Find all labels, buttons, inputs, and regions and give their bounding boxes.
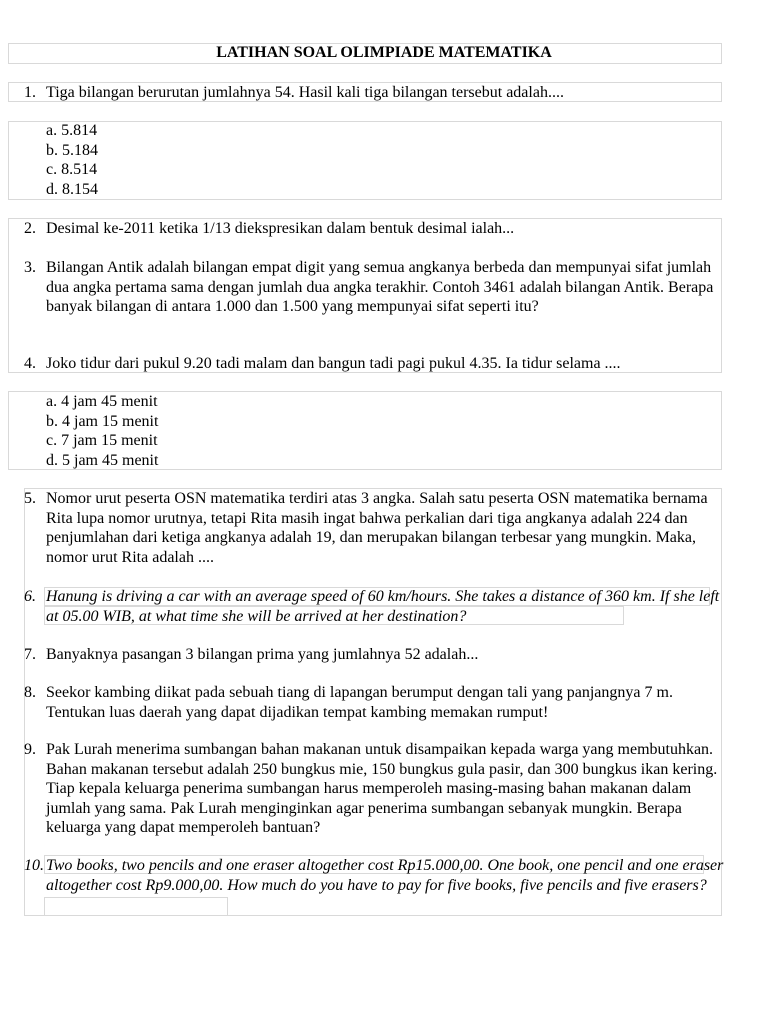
question-text: Tiga bilangan berurutan jumlahnya 54. Hasil kali tiga bilangan tersebut adalah.... [46,84,564,101]
question-5 [24,489,724,567]
question-number: 7. [24,646,36,663]
question-text: Hanung is driving a car with an average speed of 60 km/hours. She takes a distance of 360 km. If she left at 05.00 WIB, at what time she will be arrived at her destination? [46,588,720,625]
question-4 [24,354,724,374]
question-8 [24,683,724,722]
question-6 [24,587,724,626]
question-text: Nomor urut peserta OSN matematika terdiri atas 3 angka. Salah satu peserta OSN matematika bernama Rita lupa nomor urutnya, tetapi Rita masih ingat bahwa perkalian dari tiga angkanya adalah 224 dan penjumlahan dari ketiga angkanya adalah 19, dan merupakan bilangan terbesar yang mungkin. Maka, nomor urut Rita adalah .... [46,490,708,566]
question-3 [24,258,724,317]
option-c: c. 8.514 [46,161,98,179]
question-4-options [46,392,158,470]
question-number: 8. [24,684,36,701]
option-b: b. 4 jam 15 menit [46,412,159,430]
question-number: 4. [24,355,36,372]
question-10-line-3-frame [44,897,228,916]
question-number: 6. [24,588,36,605]
options-1-frame [8,121,722,200]
page-title: LATIHAN SOAL OLIMPIADE MATEMATIKA [216,44,552,61]
question-number: 5. [24,490,36,507]
option-a: a. 5.814 [46,122,98,139]
option-d: d. 8.154 [46,180,98,198]
option-c: c. 7 jam 15 menit [46,432,158,450]
question-number: 9. [24,741,36,758]
question-number: 3. [24,259,36,276]
question-number: 2. [24,220,36,237]
question-text: Bilangan Antik adalah bilangan empat digit yang semua angkanya berbeda dan mempunyai sifat jumlah dua angka pertama sama dengan jumlah dua angka terakhir. Contoh 3461 adalah bilangan Antik. Berapa banyak bilangan di antara 1.000 dan 1.500 yang mempunyai sifat seperti itu? [46,259,714,316]
question-7 [24,645,724,665]
question-text: Banyaknya pasangan 3 bilangan prima yang jumlahnya 52 adalah... [46,646,479,663]
question-text: Pak Lurah menerima sumbangan bahan makanan untuk disampaikan kepada warga yang membutuhkan. Bahan makanan tersebut adalah 250 bungkus mie, 150 bungkus gula pasir, dan 300 bungkus ikan kering. Tiap kepala keluarga penerima sumbangan harus memperoleh masing-masing bahan makanan dalam jumlah yang sama. Pak Lurah menginginkan agar penerima sumbangan sebanyak mungkin. Berapa keluarga yang dapat memperoleh bantuan? [46,741,718,837]
question-text: Desimal ke-2011 ketika 1/13 diekspresikan dalam bentuk desimal ialah... [46,220,515,237]
option-b: b. 5.184 [46,141,98,159]
question-1 [24,83,724,103]
question-10 [24,856,724,895]
question-number: 10. [24,857,44,874]
option-a: a. 4 jam 45 menit [46,393,158,410]
question-1-options [46,121,98,199]
question-2 [24,219,724,239]
option-d: d. 5 jam 45 menit [46,451,159,469]
question-text: Two books, two pencils and one eraser altogether cost Rp15.000,00. One book, one pencil and one eraser altogether cost Rp9.000,00. How much do you have to pay for five books, five pencils and five erasers? [46,857,724,894]
question-9 [24,740,724,838]
question-text: Joko tidur dari pukul 9.20 tadi malam dan bangun tadi pagi pukul 4.35. Ia tidur selama .... [46,355,621,372]
question-number: 1. [24,84,36,101]
question-text: Seekor kambing diikat pada sebuah tiang di lapangan berumput dengan tali yang panjangnya 7 m. Tentukan luas daerah yang dapat dijadikan tempat kambing memakan rumput! [46,684,673,721]
